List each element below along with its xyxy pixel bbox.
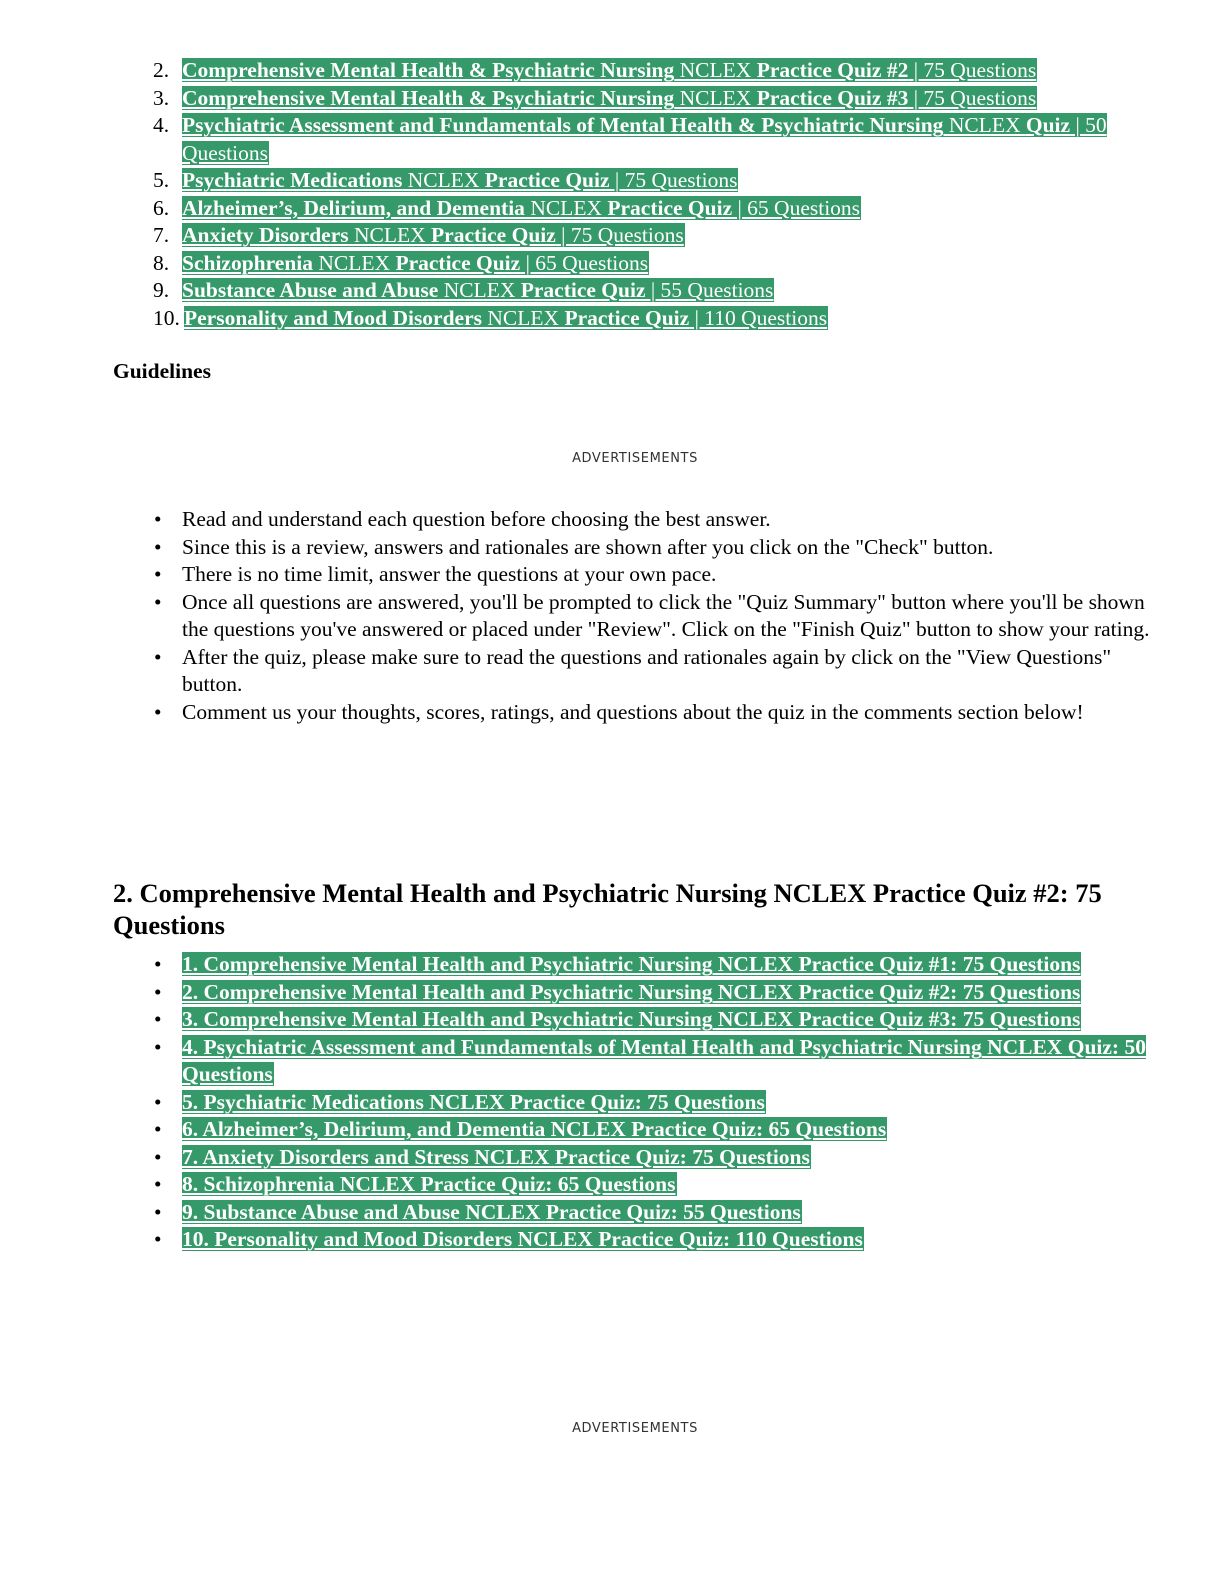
bullet-icon: • <box>154 699 162 724</box>
bullet-icon: • <box>154 1007 162 1031</box>
list-number: 5. <box>153 168 170 192</box>
list-number: 6. <box>153 195 170 220</box>
list-item[interactable] <box>0 277 1224 305</box>
list-item[interactable] <box>0 250 1224 278</box>
quiz-numbered-list <box>0 57 1224 332</box>
quiz-link[interactable]: Anxiety Disorders NCLEX Practice Quiz | 75 Questions <box>182 223 684 247</box>
list-number: 2. <box>153 58 170 82</box>
guideline-item: • Comment us your thoughts, scores, ratings, and questions about the quiz in the comments section below! <box>0 699 1224 727</box>
list-number: 7. <box>153 223 170 247</box>
quiz-link[interactable]: 4. Psychiatric Assessment and Fundamentals of Mental Health and Psychiatric Nursing NCLEX Quiz: 50 Questions <box>182 1034 1146 1086</box>
list-item[interactable] <box>0 1034 1224 1089</box>
section-title: 2. Comprehensive Mental Health and Psychiatric Nursing NCLEX Practice Quiz #2: 75 Questions <box>113 878 1102 940</box>
quiz-link[interactable]: 8. Schizophrenia NCLEX Practice Quiz: 65 Questions <box>182 1172 676 1196</box>
quiz-link[interactable]: 3. Comprehensive Mental Health and Psychiatric Nursing NCLEX Practice Quiz #3: 75 Questions <box>182 1007 1081 1031</box>
quiz-link[interactable]: Comprehensive Mental Health & Psychiatric Nursing NCLEX Practice Quiz #3 | 75 Questions <box>182 85 1037 110</box>
quiz-link[interactable]: 5. Psychiatric Medications NCLEX Practice Quiz: 75 Questions <box>182 1089 765 1114</box>
guideline-item: • There is no time limit, answer the questions at your own pace. <box>0 561 1224 589</box>
quiz-link[interactable]: Alzheimer’s, Delirium, and Dementia NCLEX Practice Quiz | 65 Questions <box>182 195 861 220</box>
list-item[interactable] <box>0 1144 1224 1172</box>
list-number: 3. <box>153 85 170 110</box>
bullet-icon: • <box>154 1199 162 1224</box>
list-item[interactable] <box>0 1006 1224 1034</box>
guidelines-list <box>0 506 1224 726</box>
bullet-icon: • <box>154 1227 162 1251</box>
quiz-link[interactable]: Substance Abuse and Abuse NCLEX Practice Quiz | 55 Questions <box>182 278 774 302</box>
list-item[interactable] <box>0 85 1224 113</box>
quiz-link[interactable]: 6. Alzheimer’s, Delirium, and Dementia NCLEX Practice Quiz: 65 Questions <box>182 1117 887 1141</box>
quiz-link[interactable]: 1. Comprehensive Mental Health and Psychiatric Nursing NCLEX Practice Quiz #1: 75 Questions <box>182 952 1081 976</box>
quiz-link[interactable]: 9. Substance Abuse and Abuse NCLEX Practice Quiz: 55 Questions <box>182 1199 801 1224</box>
bullet-icon: • <box>154 644 162 669</box>
bullet-icon: • <box>154 1172 162 1196</box>
guidelines-heading: Guidelines <box>113 359 211 383</box>
list-item[interactable] <box>0 112 1224 167</box>
bullet-icon: • <box>154 1117 162 1141</box>
quiz-link[interactable]: Psychiatric Medications NCLEX Practice Quiz | 75 Questions <box>182 168 738 192</box>
list-item[interactable] <box>0 1171 1224 1199</box>
guideline-item: • Read and understand each question before choosing the best answer. <box>0 506 1224 534</box>
quiz-link[interactable]: Psychiatric Assessment and Fundamentals of Mental Health & Psychiatric Nursing NCLEX Quiz | 50 Questions <box>182 113 1107 165</box>
bullet-icon: • <box>154 534 162 559</box>
list-number: 9. <box>153 278 170 302</box>
list-number: 8. <box>153 250 170 275</box>
bullet-icon: • <box>154 562 162 586</box>
quiz-link[interactable]: 7. Anxiety Disorders and Stress NCLEX Practice Quiz: 75 Questions <box>182 1144 810 1169</box>
advertisements-label: ADVERTISEMENTS <box>572 1421 698 1436</box>
quiz-link[interactable]: Schizophrenia NCLEX Practice Quiz | 65 Questions <box>182 250 649 275</box>
quiz-link[interactable]: Comprehensive Mental Health & Psychiatric Nursing NCLEX Practice Quiz #2 | 75 Questions <box>182 58 1037 82</box>
quiz-link[interactable]: 2. Comprehensive Mental Health and Psychiatric Nursing NCLEX Practice Quiz #2: 75 Questions <box>182 979 1081 1004</box>
bullet-icon: • <box>154 507 162 531</box>
list-item[interactable] <box>0 979 1224 1007</box>
bullet-icon: • <box>154 979 162 1004</box>
bullet-icon: • <box>154 589 162 614</box>
list-item[interactable] <box>0 1226 1224 1254</box>
quiz-link[interactable]: Personality and Mood Disorders NCLEX Practice Quiz | 110 Questions <box>184 305 828 330</box>
bullet-icon: • <box>154 1034 162 1059</box>
guideline-item: • After the quiz, please make sure to read the questions and rationales again by click on the "View Questions" button. <box>154 644 1112 696</box>
advertisements-label: ADVERTISEMENTS <box>572 451 698 466</box>
quiz-link[interactable]: 10. Personality and Mood Disorders NCLEX Practice Quiz: 110 Questions <box>182 1227 863 1251</box>
list-item[interactable] <box>0 167 1224 195</box>
list-item[interactable] <box>0 57 1224 85</box>
list-item[interactable] <box>0 1116 1224 1144</box>
list-item[interactable] <box>0 305 1224 333</box>
list-number: 10. <box>153 305 180 330</box>
list-item[interactable] <box>0 1089 1224 1117</box>
quiz-links-list <box>0 951 1224 1254</box>
bullet-icon: • <box>154 1089 162 1114</box>
guideline-item: • Once all questions are answered, you'll be prompted to click the "Quiz Summary" button where you'll be shown the questions you've answered or placed under "Review". Click on the "Finish Quiz" button to show your rating. <box>154 589 1150 641</box>
bullet-icon: • <box>154 952 162 976</box>
bullet-icon: • <box>154 1144 162 1169</box>
list-item[interactable] <box>0 222 1224 250</box>
list-item[interactable] <box>0 951 1224 979</box>
list-item[interactable] <box>0 1199 1224 1227</box>
list-item[interactable] <box>0 195 1224 223</box>
guideline-item: • Since this is a review, answers and rationales are shown after you click on the "Check" button. <box>0 534 1224 562</box>
list-number: 4. <box>153 113 170 137</box>
